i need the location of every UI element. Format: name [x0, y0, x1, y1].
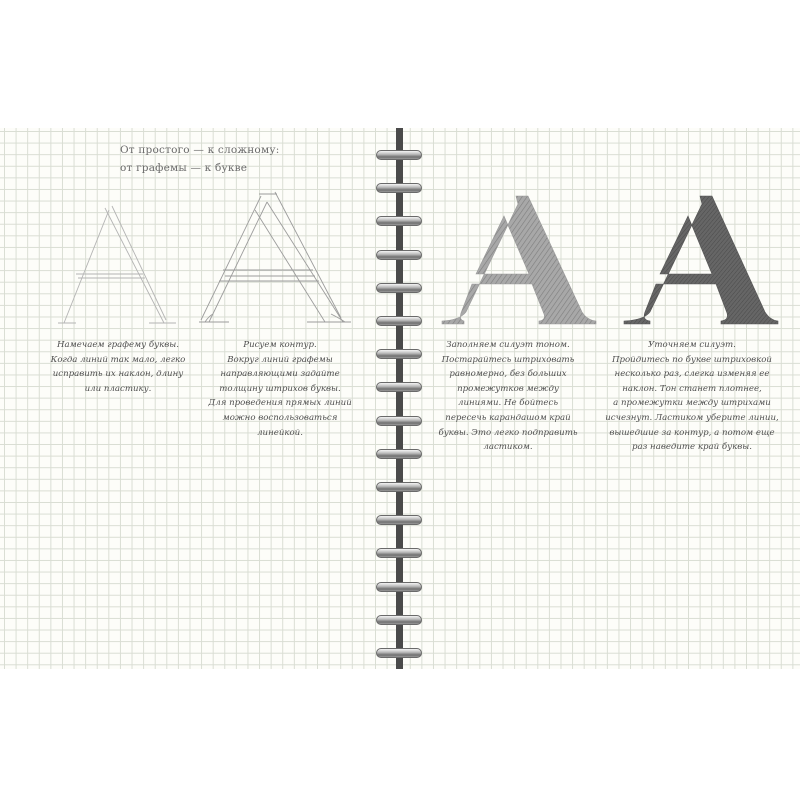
caption-line: Вокруг линий графемы	[227, 354, 333, 365]
spiral-ring	[376, 183, 422, 193]
caption-line: раз наведите край буквы.	[632, 442, 752, 453]
heading-line-1: От простого — к сложному:	[120, 144, 280, 156]
caption-line: Уточняем силуэт.	[648, 340, 736, 350]
spiral-ring	[376, 283, 422, 293]
caption-line: ластиком.	[483, 442, 533, 453]
caption-line: линиями. Не бойтесь	[457, 398, 558, 409]
caption-line: несколько раз, слегка изменяя ее	[614, 369, 770, 380]
caption-line: Рисуем контур.	[243, 340, 317, 350]
spiral-ring	[376, 216, 422, 226]
step-4-caption	[592, 338, 792, 455]
caption-line: промежутков между	[457, 383, 559, 394]
caption-line: направляющими задайте	[220, 369, 340, 380]
spiral-ring	[376, 648, 422, 658]
caption-line: линейкой.	[257, 427, 303, 438]
toned-letter	[440, 188, 600, 328]
letter-a-contour	[195, 188, 355, 328]
spiral-ring	[376, 416, 422, 426]
spiral-ring	[376, 548, 422, 558]
caption-line: Пройдитесь по букве штриховкой	[612, 354, 772, 365]
spiral-binding	[376, 128, 424, 669]
caption-line: исчезнут. Ластиком уберите линии,	[605, 412, 779, 423]
caption-line: наклон. Тон станет плотнее,	[622, 383, 762, 394]
spiral-ring	[376, 150, 422, 160]
letter-a-toned	[440, 188, 600, 328]
spiral-ring	[376, 349, 422, 359]
spiral-ring	[376, 316, 422, 326]
caption-line: а промежутки между штрихами	[613, 398, 771, 409]
caption-line: Заполняем силуэт тоном.	[446, 340, 570, 350]
spiral-ring	[376, 515, 422, 525]
refined-letter	[622, 188, 782, 328]
caption-line: равномерно, без больших	[449, 369, 567, 380]
caption-line: буквы. Это легко подправить	[438, 427, 578, 438]
spiral-ring	[376, 449, 422, 459]
letter-a-grapheme	[38, 188, 198, 328]
spiral-ring	[376, 615, 422, 625]
caption-line: вышедшие за контур, а потом еще	[609, 427, 775, 438]
page-heading	[120, 141, 290, 177]
heading-line-2: от графемы — к букве	[120, 162, 248, 174]
caption-line: Когда линий так мало, легко	[50, 354, 186, 365]
caption-line: пересечь карандашом край	[445, 412, 571, 423]
caption-line: или пластику.	[84, 383, 152, 394]
spiral-ring	[376, 582, 422, 592]
spiral-ring	[376, 382, 422, 392]
caption-line: можно воспользоваться	[222, 412, 338, 423]
contour-sketch	[195, 188, 355, 328]
step-1-caption	[28, 338, 208, 396]
caption-line: исправить их наклон, длину	[52, 369, 184, 380]
step-3-caption	[418, 338, 598, 455]
caption-line: Постарайтесь штриховать	[441, 354, 575, 365]
caption-line: Для проведения прямых линий	[208, 398, 352, 409]
caption-line: толщину штрихов буквы.	[219, 383, 341, 394]
spiral-ring	[376, 482, 422, 492]
letter-a-refined	[622, 188, 782, 328]
step-2-caption	[190, 338, 370, 440]
caption-line: Намечаем графему буквы.	[57, 340, 179, 350]
grapheme-sketch	[38, 188, 198, 328]
spiral-ring	[376, 250, 422, 260]
